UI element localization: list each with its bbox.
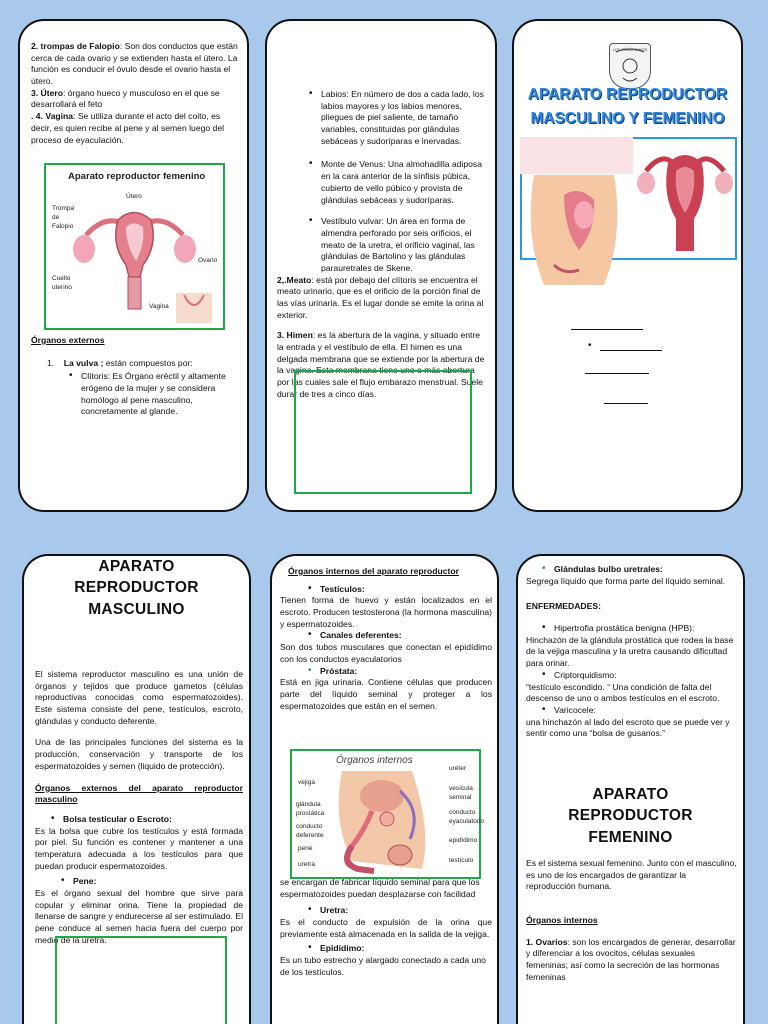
female-title-line2: REPRODUCTOR	[568, 807, 693, 825]
label-pene: pene	[298, 845, 313, 852]
pene-item	[61, 876, 243, 888]
vestibulo-item	[309, 216, 485, 274]
canales-label: Canales deferentes:	[320, 630, 402, 641]
vagina-label: . 4. Vagina	[31, 111, 74, 122]
bolsa-label: Bolsa testicular o Escroto:	[63, 813, 172, 824]
enfermedades-heading: ENFERMEDADES:	[526, 601, 601, 612]
prostata-text: Está en jiga urinaria. Contiene células que producen parte del líquido seminal y proteger a los espermatozoides que están en el semen.	[280, 677, 492, 711]
ovarios-label: 1. Ovarios	[526, 936, 568, 947]
vulva-text: están compuestos por:	[103, 357, 193, 368]
labios-text: Labios: En número de dos a cada lado, los labios mayores y los labios menores, pliegues de piel saliente, de tamaño variables, constituidas por glándulas sebáceas y sudoríparas e inervadas.	[321, 89, 484, 146]
monte-item	[309, 159, 485, 206]
vagina-text: : Se utiliza durante el acto del coito, es decir, es quien recibe al pene y al semen luego del proceso de eyaculación.	[31, 111, 225, 145]
panel-3	[512, 19, 743, 512]
figure-title: Aparato reproductor femenino	[68, 171, 206, 182]
male-title-line2: REPRODUCTOR	[74, 579, 199, 597]
female-title-line1: APARATO	[592, 786, 669, 803]
blank-line-2	[600, 350, 662, 351]
blank-line-3	[585, 373, 649, 374]
male-internal-figure	[290, 749, 485, 879]
vagina-paragraph	[31, 111, 239, 146]
epididimo-label: Epidídimo:	[320, 943, 365, 954]
varicocele-item	[542, 705, 738, 717]
logo-text: LOS PEÑAS CAROS	[612, 48, 648, 52]
uretra-text: Es el conducto de expulsión de la orina que previamente está almacenada en la salida de la vejiga.	[280, 917, 492, 939]
cover-title-line1: APARATO REPRODUCTOR	[527, 86, 728, 103]
female-intro: Es el sistema sexual femenino. Junto con el masculino, es uno de los encargados de garantizar la reproducción humana.	[526, 858, 737, 892]
varicocele-text: una hinchazón al lado del escroto que se puede ver y sentir como una “bolsa de gusanos.”	[526, 716, 730, 739]
label-cuello: Cuello uterino	[52, 275, 72, 291]
utero-text: : órgano hueco y musculoso en el que se desarrollará el feto	[31, 87, 220, 110]
after-figure-text: se encargan de fabricar líquido seminal para que los espermatozoides puedan desplazarse con facilidad	[280, 877, 480, 899]
cover-title-line2: MASCULINO Y FEMENINO	[530, 110, 725, 128]
vulva-number: 1.	[47, 357, 55, 368]
monte-text: Monte de Venus: Una almohadilla adiposa en la cara anterior de la sínfisis púbica, cubierto de vello púbico y provista de glándulas sebáceas y sudoríparas.	[321, 159, 483, 205]
uretra-label: Uretra:	[320, 905, 349, 916]
bolsa-item	[51, 814, 243, 826]
label-ovario: Ovario	[198, 257, 218, 264]
epididimo-text: Es un tubo estrecho y alargado conectado a cada uno de los testículos.	[280, 955, 486, 977]
prostata-label: Próstata:	[320, 665, 358, 676]
testiculos-text: Tienen forma de huevo y están localizados en el escroto. Producen testosterona (la hormona masculina) y espermatozoides.	[280, 595, 492, 629]
male-intro-1: El sistema reproductor masculino es una unión de órganos y tejidos que produce gametos (células reproductivas conocidas como espermatozoides). Este sistema consiste del pene, testículos, escroto, glándulas y conducto deferente.	[35, 669, 243, 726]
male-title-line3: MASCULINO	[88, 600, 185, 618]
label-glandula: glándula prostática	[296, 801, 325, 817]
vulva-paragraph	[31, 358, 239, 370]
female-title-line3: FEMENINO	[588, 828, 673, 846]
utero-label: 3. Útero	[31, 87, 63, 98]
bolsa-text: Es la bolsa que cubre los testículos y está formada por piel. Su función es contener y mantener a una temperatura adecuada a los testículos para que puedan producir espermatozoides.	[35, 825, 243, 871]
hpb-label: Hipertrofia prostática benigna (HPB):	[554, 623, 695, 634]
male-figure-title: Órganos internos	[336, 755, 413, 766]
pene-text: Es el órgano sexual del hombre que sirve para copular y eliminar orina. Tiene la propiedad de llenarse de sangre y endurecerse al ser estimulado. El pene conduce al semen hacia fuera del cuerpo por medio de la uretra.	[35, 888, 243, 945]
pelvic-section-illustration	[524, 175, 634, 299]
label-trompa: Trompa de Falopio	[52, 205, 75, 230]
canales-item	[308, 630, 492, 642]
labios-item	[309, 89, 485, 147]
cover-image	[520, 137, 737, 283]
hpb-item	[542, 623, 738, 635]
label-utero: Útero	[126, 193, 142, 200]
meato-paragraph	[277, 275, 485, 322]
vulva-label: La vulva ;	[63, 357, 104, 368]
meato-text: : está por debajo del clítoris se encuentra el meato urinario, que es el orificio de la porción final de las vías urinaria. Es el lugar donde se emite la orina al exterior.	[277, 274, 484, 320]
label-uretra: uretra	[298, 861, 315, 868]
blank-bullet: •	[588, 340, 592, 351]
label-conducto: conducto deferente	[296, 823, 324, 839]
label-vagina: Vagina	[149, 303, 169, 310]
ovarios-text: : son los encargados de generar, desarrollar y diferenciar a los ovocitos, células sexuales femeninas; así como la secreción de las hormonas femeninas	[526, 936, 736, 982]
male-title-line1: APARATO	[98, 558, 175, 575]
canales-text: Son dos tubos musculares que conectan el epidídimo con los conductos eyaculatorios	[280, 642, 492, 664]
empty-image-frame	[294, 370, 472, 494]
himen-label: 3. Himen	[277, 330, 313, 341]
female-internos-heading: Órganos internos	[526, 915, 598, 926]
internos-heading: Órganos internos del aparato reproductor	[288, 566, 459, 576]
hpb-text: Hinchazón de la glándula prostática que rodea la base de la vejiga masculina y la uretra causando dificultad para orinar.	[526, 634, 734, 669]
panel-1	[18, 19, 249, 512]
empty-image-frame-2	[55, 936, 227, 1024]
blank-line-4	[604, 403, 648, 404]
meato-label: 2,.Meato	[277, 274, 312, 285]
trompas-paragraph	[31, 41, 239, 88]
label-epididimo: epidídimo	[449, 837, 478, 844]
vestibulo-text: Vestíbulo vulvar: Un área en forma de almendra perforado por seis orificios, el meato de la uretra, el orificio vaginal, las glándulas de Bartolino y las glándulas parauretrales de Skene.	[321, 216, 475, 273]
trompas-text: : Son dos conductos que están cerca de cada ovario y se extienden hasta el útero. La función es conducir el óvulo desde el ovario hasta el útero.	[31, 41, 238, 87]
panel-5	[270, 554, 499, 1024]
blank-line-1	[571, 329, 643, 330]
panel-4	[22, 554, 251, 1024]
panel-2	[265, 19, 497, 512]
female-reproductive-figure	[44, 163, 225, 330]
externos-heading: Órganos externos	[31, 335, 105, 345]
glandulas-label: Glándulas bulbo uretrales:	[554, 564, 663, 574]
uterus-photo-illustration	[636, 141, 734, 256]
cripto-label: Criptorquidismo:	[554, 669, 617, 680]
male-externos-heading: Órganos externos del aparato reproductor masculino	[35, 782, 243, 805]
label-ureter: uréter	[449, 765, 466, 772]
label-testiculo: testículo	[449, 857, 474, 864]
glandulas-text: Segrega líquido que forma parte del líquido seminal.	[526, 575, 726, 586]
ovarios-paragraph	[526, 937, 738, 984]
prostata-item	[308, 666, 492, 678]
male-intro-2: Una de las principales funciones del sistema es la producción, conservación y transporte de los espermatozoides y semen (liquido de protección).	[35, 737, 243, 771]
uterus-illustration	[46, 165, 223, 328]
panel-6	[516, 554, 745, 1024]
label-eyaculatorio: conducto eyaculatorio	[449, 809, 485, 825]
label-vesicula: vesícula seminal	[449, 785, 473, 801]
utero-paragraph	[31, 88, 239, 111]
testiculos-item	[308, 584, 492, 596]
pene-label: Pene:	[73, 876, 97, 887]
testiculos-label: Testículos:	[320, 583, 365, 594]
label-vejiga: vejiga	[298, 779, 315, 786]
trompas-label: 2. trompas de Falopio	[31, 41, 120, 51]
himen-text: : es la abertura de la vagina, y situado entre la entrada y el vestíbulo de ella. El himen es una delgada membrana que se extiende por la abertura de la vagina. Esta membrana tiene uno o más abertura por las cuales sale el flujo embarazo menstrual. Suele durar de tres a cinco días.	[277, 330, 485, 399]
varicocele-label: Varicocele:	[554, 704, 596, 715]
clitoris-item: • Clítoris: Es Órgano eréctil y altamente erógeno de la mujer y se considera homólogo al pene masculino, concretamente al glande.	[69, 371, 239, 418]
epididimo-item	[308, 943, 492, 955]
uretra-item	[308, 905, 492, 917]
cripto-item	[542, 670, 738, 682]
glandulas-item	[542, 564, 738, 576]
cripto-text: “testículo escondido. “ Una condición de falta del descenso de uno o ambos testículos en el escroto.	[526, 681, 720, 704]
